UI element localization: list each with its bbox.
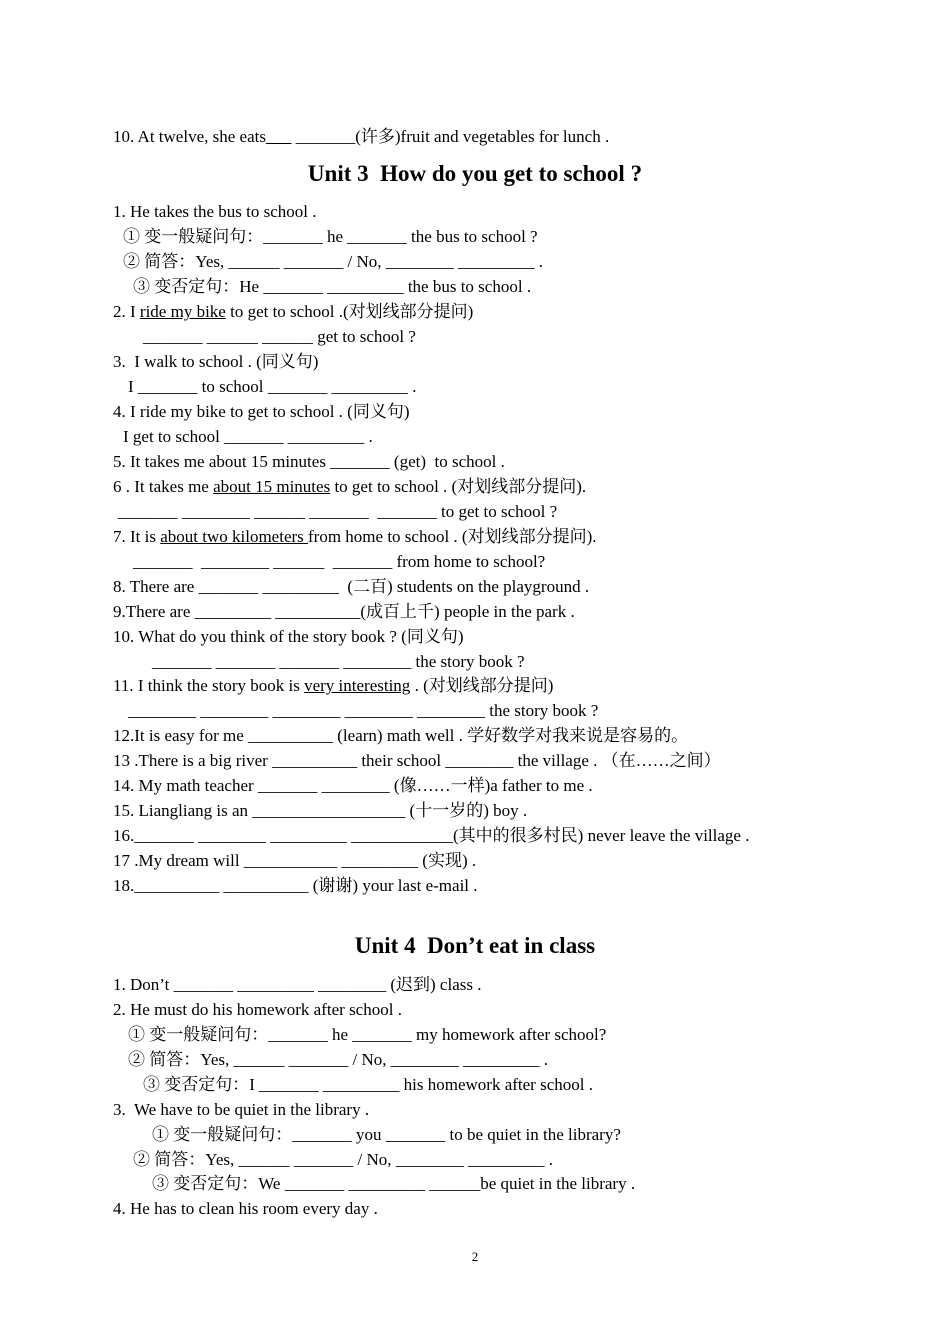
item-text: 11. I think the story book is <box>113 676 305 695</box>
unit4-title: Unit 4 Don’t eat in class <box>354 933 596 958</box>
underlined-phrase: about two kilometers <box>160 527 309 546</box>
unit4-line: ① 变一般疑问句：_______ you _______ to be quiet in the library? <box>152 1125 621 1144</box>
unit2-item-10 <box>113 127 609 147</box>
unit3-line: _______ _______ _______ ________ the story book ? <box>152 652 525 671</box>
unit3-line: 18.__________ __________ (谢谢) your last e-mail . <box>113 876 478 895</box>
unit3-line <box>113 676 553 696</box>
unit3-line <box>113 477 586 497</box>
unit4-line: 3. We have to be quiet in the library . <box>113 1100 370 1119</box>
unit4-line: ③ 变否定句：I _______ _________ his homework after school . <box>143 1075 593 1094</box>
unit3-line: ③ 变否定句：He _______ _________ the bus to school . <box>133 277 532 296</box>
unit3-title: Unit 3 How do you get to school ? <box>307 161 643 186</box>
unit3-line <box>113 302 473 322</box>
item-text: 2. I <box>113 302 140 321</box>
unit3-line: _______ ________ ______ _______ _______ to get to school ? <box>118 502 558 521</box>
item-text: _______(许多)fruit and vegetables for lunch . <box>291 127 610 146</box>
unit3-line <box>113 527 597 547</box>
unit4-line: 2. He must do his homework after school . <box>113 1000 402 1019</box>
item-text: 6 . It takes me <box>113 477 214 496</box>
underlined-phrase: about 15 minutes <box>213 477 331 496</box>
unit3-line: 1. He takes the bus to school . <box>113 202 317 221</box>
unit3-line: I get to school _______ _________ . <box>123 427 373 446</box>
unit3-line: I _______ to school _______ _________ . <box>128 377 417 396</box>
unit4-line: ② 简答：Yes, ______ _______ / No, ________ _________ . <box>128 1050 548 1069</box>
underlined-phrase: ride my bike <box>139 302 226 321</box>
unit3-line: 14. My math teacher _______ ________ (像……一样)a father to me . <box>113 776 593 795</box>
underlined-blank <box>266 127 292 146</box>
item-text: to get to school .(对划线部分提问) <box>225 302 474 321</box>
unit4-line: ② 简答：Yes, ______ _______ / No, ________ _________ . <box>133 1150 553 1169</box>
underlined-phrase: very interesting <box>304 676 411 695</box>
item-text: 7. It is <box>113 527 161 546</box>
unit3-line: 16._______ ________ _________ ____________(其中的很多村民) never leave the village . <box>113 826 750 845</box>
unit3-line: 3. I walk to school . (同义句) <box>113 352 319 371</box>
unit4-line: 4. He has to clean his room every day . <box>113 1199 378 1218</box>
item-text: 10. At twelve, she eats <box>113 127 266 146</box>
unit3-line: 17 .My dream will ___________ _________ (实现) . <box>113 851 477 870</box>
unit3-line: 12.It is easy for me __________ (learn) math well . 学好数学对我来说是容易的。 <box>113 726 689 745</box>
unit3-line: ② 简答：Yes, ______ _______ / No, ________ _________ . <box>123 252 543 271</box>
unit3-line: ________ ________ ________ ________ ________ the story book ? <box>128 701 599 720</box>
unit3-line: 13 .There is a big river __________ their school ________ the village . （在……之间） <box>113 751 721 770</box>
item-text: . (对划线部分提问) <box>410 676 554 695</box>
item-text: to get to school . (对划线部分提问). <box>330 477 587 496</box>
unit3-line: ① 变一般疑问句：_______ he _______ the bus to school ? <box>123 227 538 246</box>
unit3-line: 9.There are _________ __________(成百上千) people in the park . <box>113 602 575 621</box>
unit4-line: ① 变一般疑问句：_______ he _______ my homework after school? <box>128 1025 607 1044</box>
unit3-line: 10. What do you think of the story book ? (同义句) <box>113 627 464 646</box>
item-text: from home to school . (对划线部分提问). <box>308 527 597 546</box>
unit3-line: _______ ______ ______ get to school ? <box>143 327 416 346</box>
unit3-line: 8. There are _______ _________ (二百) students on the playground . <box>113 577 590 596</box>
unit3-line: 15. Liangliang is an __________________ (十一岁的) boy . <box>113 801 528 820</box>
unit4-line: ③ 变否定句：We _______ _________ ______be quiet in the library . <box>152 1174 636 1193</box>
page-number: 2 <box>471 1249 479 1264</box>
unit4-line: 1. Don’t _______ _________ ________ (迟到) class . <box>113 975 482 994</box>
unit3-line: 5. It takes me about 15 minutes _______ (get) to school . <box>113 452 505 471</box>
unit3-line: _______ ________ ______ _______ from home to school? <box>133 552 546 571</box>
unit3-line: 4. I ride my bike to get to school . (同义句) <box>113 402 410 421</box>
